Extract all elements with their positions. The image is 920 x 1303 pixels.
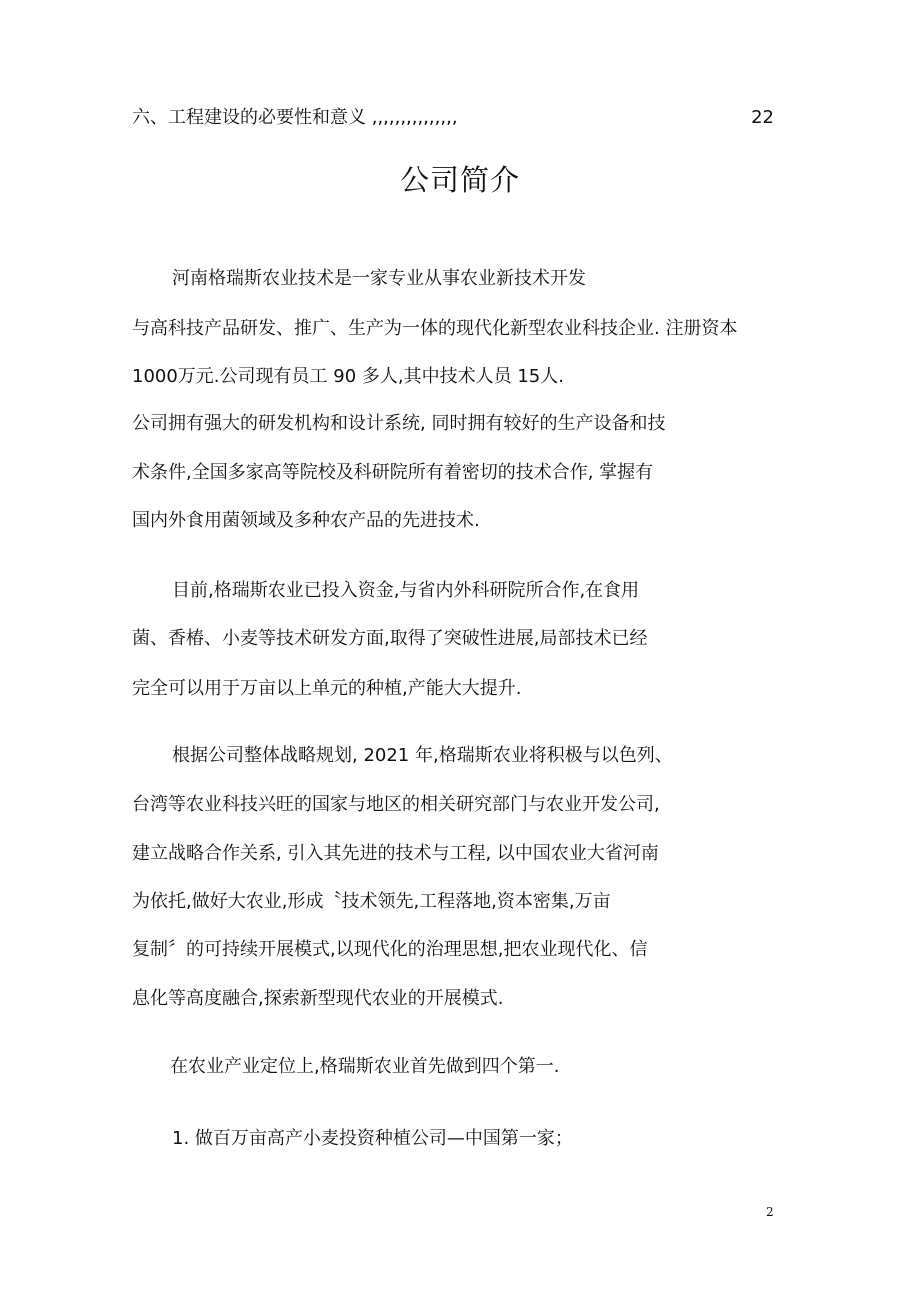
paragraph-3-line-4: 为依托,做好大农业,形成〝技术领先,工程落地,资本密集,万亩 (132, 891, 611, 912)
paragraph-1-line-4: 公司拥有强大的研发机构和设计系统, 同时拥有较好的生产设备和技 (132, 413, 666, 434)
toc-entry[interactable] (132, 104, 774, 132)
paragraph-1-line-2: 与高科技产品研发、推广、生产为一体的现代化新型农业科技企业. 注册资本 (132, 318, 738, 339)
paragraph-3-line-5: 复制〞的可持续开展模式,以现代化的治理思想,把农业现代化、信 (132, 939, 648, 960)
paragraph-3-line-6: 息化等高度融合,探索新型现代农业的开展模式. (132, 988, 504, 1009)
paragraph-2-line-1: 目前,格瑞斯农业已投入资金,与省内外科研院所合作,在食用 (172, 580, 640, 601)
paragraph-2-line-2: 菌、香椿、小麦等技术研发方面,取得了突破性进展,局部技术已经 (132, 628, 648, 649)
footer-page-number: 2 (766, 1205, 774, 1219)
toc-entry-text: 六、工程建设的必要性和意义 ,,,,,,,,,,,,,,, (132, 107, 458, 128)
list-item-1: 1. 做百万亩高产小麦投资种植公司—中国第一家； (172, 1128, 573, 1149)
paragraph-3-line-1: 根据公司整体战略规划, 2021 年,格瑞斯农业将积极与以色列、 (172, 745, 673, 766)
paragraph-4-line-1: 在农业产业定位上,格瑞斯农业首先做到四个第一. (170, 1056, 560, 1077)
paragraph-2-line-3: 完全可以用于万亩以上单元的种植,产能大大提升. (132, 678, 522, 699)
toc-entry-page-number: 22 (751, 107, 774, 128)
paragraph-3-line-3: 建立战略合作关系, 引入其先进的技术与工程, 以中国农业大省河南 (132, 843, 659, 864)
section-title: 公司简介 (399, 163, 520, 197)
paragraph-1-line-6: 国内外食用菌领域及多种农产品的先进技术. (132, 510, 480, 531)
paragraph-1-line-5: 术条件,全国多家高等院校及科研院所有着密切的技术合作, 掌握有 (132, 462, 654, 483)
paragraph-3-line-2: 台湾等农业科技兴旺的国家与地区的相关研究部门与农业开发公司, (132, 794, 660, 815)
paragraph-1-line-3: 1000万元.公司现有员工 90 多人,其中技术人员 15人. (132, 366, 564, 387)
paragraph-1-line-1: 河南格瑞斯农业技术是一家专业从事农业新技术开发 (172, 268, 586, 289)
